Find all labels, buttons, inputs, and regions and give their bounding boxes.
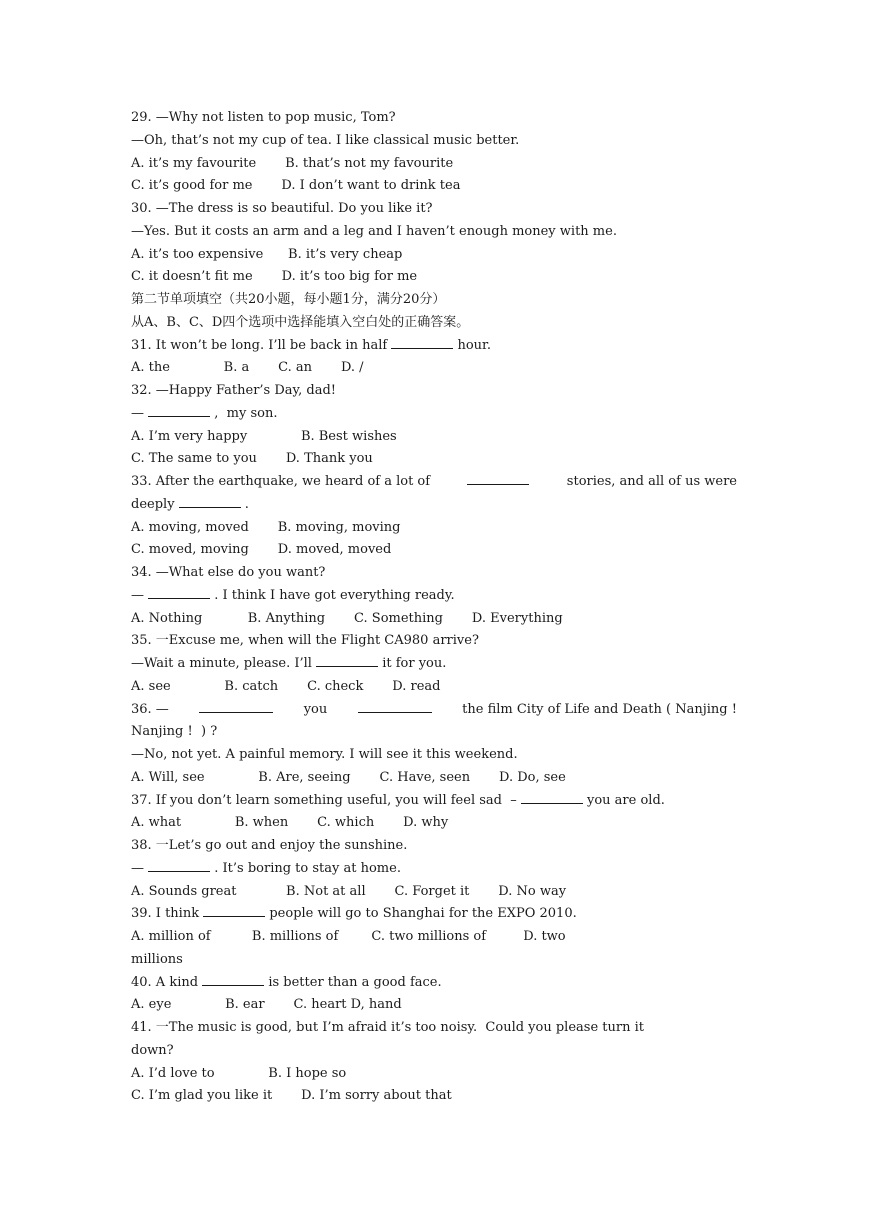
- answer-blank: [148, 858, 210, 872]
- line-text: A. what B. when C. which D. why: [131, 815, 449, 831]
- text-line: [131, 403, 737, 426]
- text-line: [131, 130, 737, 153]
- text-line: [131, 835, 737, 858]
- line-text: A. I’m very happy B. Best wishes: [131, 428, 397, 444]
- line-text: down?: [131, 1042, 174, 1058]
- line-text: . I think I have got everything ready.: [210, 587, 455, 603]
- text-line: [131, 744, 737, 767]
- answer-blank: [391, 335, 453, 349]
- line-text: millions: [131, 951, 183, 967]
- line-text: 38. 一Let’s go out and enjoy the sunshine.: [131, 838, 408, 853]
- line-text: 41. 一The music is good, but I’m afraid it’s too noisy. Could you please turn it: [131, 1020, 644, 1035]
- text-line: [131, 949, 737, 972]
- text-line: [131, 380, 737, 403]
- line-text: 35. 一Excuse me, when will the Flight CA980 arrive?: [131, 633, 479, 649]
- line-text: deeply: [131, 496, 179, 512]
- line-text: 36. —: [131, 701, 173, 717]
- answer-blank: [358, 699, 432, 713]
- line-text: A. it’s too expensive B. it’s very cheap: [131, 246, 403, 262]
- line-text: 29. —Why not listen to pop music, Tom?: [131, 110, 396, 125]
- line-text: stories, and all of us were: [562, 474, 737, 489]
- text-line: [131, 994, 737, 1017]
- line-text: C. The same to you D. Thank you: [131, 451, 373, 467]
- line-text: 从A、B、C、D四个选项中选择能填入空白处的正确答案。: [131, 314, 470, 330]
- line-text: A. eye B. ear C. heart D, hand: [131, 997, 402, 1013]
- line-text: —Wait a minute, please. I’ll: [131, 656, 317, 671]
- line-text: 39. I think: [131, 906, 204, 922]
- line-text: Nanjing ! ) ?: [131, 724, 218, 740]
- line-text: A. moving, moved B. moving, moving: [131, 519, 401, 535]
- line-text: —No, not yet. A painful memory. I will see it this weekend.: [131, 747, 518, 762]
- text-line: [131, 244, 737, 267]
- text-line: [131, 903, 737, 926]
- line-text: A. Sounds great B. Not at all C. Forget it D. No way: [131, 883, 567, 899]
- text-line: [131, 153, 737, 176]
- answer-blank: [148, 585, 210, 599]
- line-text: , my son.: [210, 405, 278, 421]
- answer-blank: [199, 699, 273, 713]
- line-text: you: [299, 701, 332, 717]
- text-line: [131, 1063, 737, 1086]
- text-line: [131, 1085, 737, 1108]
- line-text: C. moved, moving D. moved, moved: [131, 542, 392, 558]
- line-text: people will go to Shanghai for the EXPO 2010.: [265, 906, 577, 922]
- line-text: A. Nothing B. Anything C. Something D. Everything: [131, 610, 563, 626]
- line-text: C. it doesn’t fit me D. it’s too big for me: [131, 269, 418, 285]
- text-line: [131, 312, 737, 335]
- text-line: [131, 881, 737, 904]
- line-text: —: [131, 405, 149, 421]
- answer-blank: [467, 471, 529, 485]
- text-line: [131, 562, 737, 585]
- text-line: [131, 721, 737, 744]
- answer-blank: [521, 790, 583, 804]
- text-line: [131, 335, 737, 358]
- line-text: C. it’s good for me D. I don’t want to drink tea: [131, 178, 461, 194]
- text-line: [131, 266, 737, 289]
- answer-blank: [316, 653, 378, 667]
- line-text: —Oh, that’s not my cup of tea. I like classical music better.: [131, 132, 520, 148]
- line-text: 第二节单项填空（共20小题，每小题1分，满分20分）: [131, 292, 446, 307]
- text-line: [131, 289, 737, 312]
- line-text: the film City of Life and Death ( Nanjing !: [458, 701, 737, 717]
- text-line: [131, 972, 737, 995]
- text-line: [131, 790, 737, 813]
- answer-blank: [202, 972, 264, 986]
- line-text: it for you.: [378, 656, 447, 671]
- line-text: —: [131, 860, 149, 876]
- line-text: . It’s boring to stay at home.: [210, 860, 401, 876]
- line-text: is better than a good face.: [264, 974, 442, 990]
- line-text: A. the B. a C. an D. /: [131, 360, 364, 376]
- line-text: 31. It won’t be long. I’ll be back in half: [131, 337, 392, 353]
- line-text: A. million of B. millions of C. two millions of D. two: [131, 929, 566, 944]
- text-line: [131, 539, 737, 562]
- text-line: [131, 858, 737, 881]
- line-text: 37. If you don’t learn something useful, you will feel sad –: [131, 792, 521, 808]
- text-line: [131, 426, 737, 449]
- text-line: [131, 494, 737, 517]
- line-text: C. I’m glad you like it D. I’m sorry about that: [131, 1088, 452, 1104]
- text-line: [131, 630, 737, 653]
- text-line: [131, 471, 737, 494]
- text-line: [131, 198, 737, 221]
- line-text: you are old.: [582, 792, 665, 808]
- text-line: [131, 107, 737, 130]
- text-line: [131, 812, 737, 835]
- text-line: [131, 699, 737, 722]
- text-line: [131, 767, 737, 790]
- text-line: [131, 517, 737, 540]
- text-line: [131, 608, 737, 631]
- line-text: .: [240, 496, 249, 512]
- text-line: [131, 175, 737, 198]
- line-text: —: [131, 587, 149, 603]
- line-text: 33. After the earthquake, we heard of a lot of: [131, 474, 435, 489]
- text-line: [131, 926, 737, 949]
- exam-text: [131, 107, 737, 1108]
- line-text: 34. —What else do you want?: [131, 565, 326, 580]
- text-line: [131, 448, 737, 471]
- line-text: 30. —The dress is so beautiful. Do you like it?: [131, 201, 433, 216]
- answer-blank: [148, 403, 210, 417]
- text-line: [131, 585, 737, 608]
- text-line: [131, 1017, 737, 1040]
- line-text: A. I’d love to B. I hope so: [131, 1065, 347, 1081]
- text-line: [131, 676, 737, 699]
- text-line: [131, 357, 737, 380]
- answer-blank: [203, 903, 265, 917]
- line-text: A. see B. catch C. check D. read: [131, 678, 441, 694]
- line-text: hour.: [453, 337, 491, 353]
- line-text: A. it’s my favourite B. that’s not my favourite: [131, 155, 454, 171]
- line-text: 40. A kind: [131, 974, 203, 990]
- line-text: 32. —Happy Father’s Day, dad!: [131, 383, 337, 398]
- answer-blank: [179, 494, 241, 508]
- text-line: [131, 221, 737, 244]
- text-line: [131, 1040, 737, 1063]
- line-text: —Yes. But it costs an arm and a leg and I haven’t enough money with me.: [131, 223, 617, 239]
- line-text: A. Will, see B. Are, seeing C. Have, seen D. Do, see: [131, 769, 566, 785]
- text-line: [131, 653, 737, 676]
